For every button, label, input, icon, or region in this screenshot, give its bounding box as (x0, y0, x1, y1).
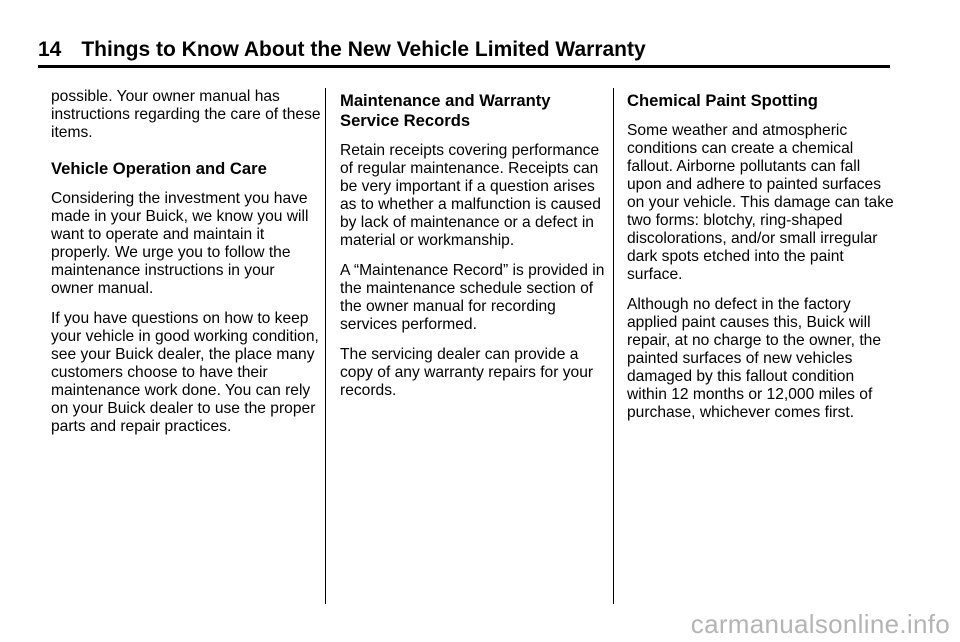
section-heading-vehicle-operation: Vehicle Operation and Care (51, 159, 267, 178)
page-number: 14 (38, 38, 62, 61)
section-heading-maintenance-records: Maintenance and Warranty Service Records (340, 91, 551, 130)
header-rule (38, 65, 890, 68)
paragraph: Although no defect in the factory applied paint causes this, Buick will repair, at no charge to the owner, the painted surfaces of new vehicles damaged by this fallout condition within 12 months or 12,000 miles of purchase, whichever comes first. (627, 296, 881, 421)
header-text (38, 36, 646, 64)
continued-paragraph: possible. Your owner manual has instructions regarding the care of these items. (51, 88, 321, 141)
paragraph: Considering the investment you have made in your Buick, we know you will want to operate and maintain it properly. We urge you to follow the maintenance instructions in your owner manual. (51, 190, 309, 297)
column-3 (627, 88, 897, 434)
column-divider-1 (325, 88, 326, 604)
paragraph: Some weather and atmospheric conditions can create a chemical fallout. Airborne pollutants can fall upon and adhere to painted surfaces on your vehicle. This damage can take two forms: blotchy, ring-shaped discolorations, and/or small irregular dark spots etched into the paint surface. (627, 122, 894, 283)
section-heading-chemical-paint-spotting: Chemical Paint Spotting (627, 91, 818, 110)
paragraph: The servicing dealer can provide a copy of any warranty repairs for your records. (340, 346, 594, 399)
page-title: Things to Know About the New Vehicle Limited Warranty (81, 38, 646, 61)
page-header (38, 36, 890, 68)
paragraph: If you have questions on how to keep your vehicle in good working condition, see your Buick dealer, the place many customers choose to have their maintenance work done. You can rely on your Buick dealer to use the proper parts and repair practices. (51, 310, 319, 435)
paragraph: Retain receipts covering performance of regular maintenance. Receipts can be very important if a question arises as to whether a malfunction is caused by lack of maintenance or a defect in material or workmanship. (340, 142, 601, 249)
column-divider-2 (613, 88, 614, 604)
watermark: carmanualsonline.info (690, 609, 950, 639)
column-2 (340, 88, 610, 412)
column-1 (51, 88, 321, 448)
paragraph: A “Maintenance Record” is provided in the maintenance schedule section of the owner manual for recording services performed. (340, 262, 605, 333)
